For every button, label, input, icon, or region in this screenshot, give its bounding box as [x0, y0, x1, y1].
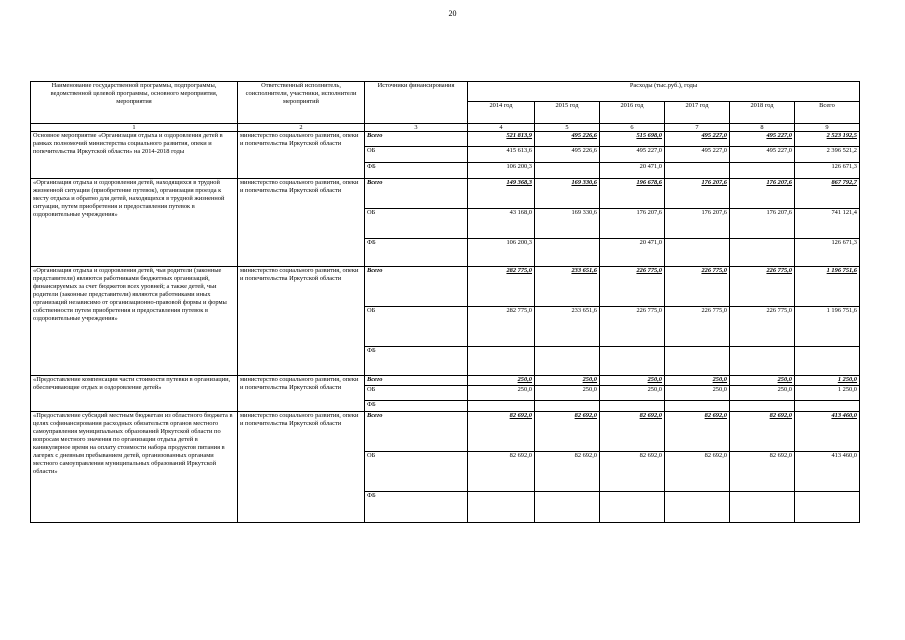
- executor: министерство социального развития, опеки и попечительства Иркутской области: [238, 376, 365, 412]
- amount-cell: 250,0: [535, 376, 600, 386]
- amount-cell: [730, 401, 795, 412]
- amount-cell: 495 227,0: [730, 147, 795, 163]
- amount-cell: 1 196 751,6: [795, 267, 860, 307]
- column-number: 1: [31, 124, 238, 132]
- amount-cell: [730, 163, 795, 179]
- amount-cell: 515 698,0: [600, 132, 665, 147]
- funding-source: ОБ: [365, 147, 468, 163]
- funding-source: ОБ: [365, 386, 468, 401]
- amount-cell: 1 196 751,6: [795, 307, 860, 347]
- column-number: 9: [795, 124, 860, 132]
- amount-cell: [600, 347, 665, 376]
- amount-cell: 282 775,0: [468, 307, 535, 347]
- amount-cell: 126 671,3: [795, 239, 860, 267]
- amount-cell: 20 471,0: [600, 163, 665, 179]
- amount-cell: [468, 492, 535, 523]
- amount-cell: [600, 492, 665, 523]
- column-number: 3: [365, 124, 468, 132]
- amount-cell: 82 692,0: [468, 412, 535, 452]
- funding-source: ФБ: [365, 347, 468, 376]
- header-source: Источники финансирования: [365, 82, 468, 124]
- column-number: 6: [600, 124, 665, 132]
- amount-cell: [665, 492, 730, 523]
- funding-source: ОБ: [365, 452, 468, 492]
- amount-cell: 233 651,6: [535, 267, 600, 307]
- amount-cell: 196 678,6: [600, 179, 665, 209]
- header-year: 2017 год: [665, 102, 730, 124]
- amount-cell: 169 330,6: [535, 209, 600, 239]
- table-row: [31, 179, 860, 209]
- activity-name: Основное мероприятие «Организация отдыха и оздоровления детей в рамках полномочий министерства социального развития, опеки и попечительства Иркутской области» на 2014-2018 годы: [31, 132, 238, 179]
- table-row: [31, 132, 860, 147]
- executor: министерство социального развития, опеки и попечительства Иркутской области: [238, 267, 365, 376]
- amount-cell: 149 368,3: [468, 179, 535, 209]
- amount-cell: 250,0: [600, 386, 665, 401]
- amount-cell: 1 250,0: [795, 386, 860, 401]
- amount-cell: [535, 492, 600, 523]
- funding-source: ОБ: [365, 209, 468, 239]
- amount-cell: [535, 401, 600, 412]
- amount-cell: 413 460,0: [795, 412, 860, 452]
- header-name: Наименование государственной программы, подпрограммы, ведомственной целевой программы, основного мероприятия, мероприятия: [31, 82, 238, 124]
- amount-cell: 495 227,0: [730, 132, 795, 147]
- amount-cell: 176 207,6: [730, 209, 795, 239]
- amount-cell: [795, 401, 860, 412]
- amount-cell: [730, 347, 795, 376]
- header-expenses: Расходы (тыс.руб.), годы: [468, 82, 860, 102]
- header-year: 2014 год: [468, 102, 535, 124]
- amount-cell: 226 775,0: [730, 307, 795, 347]
- amount-cell: 250,0: [535, 386, 600, 401]
- amount-cell: 495 227,0: [665, 147, 730, 163]
- activity-name: «Предоставление субсидий местным бюджетам из областного бюджета в целях софинансирования расходных обязательств органов местного самоуправления муниципальных образований Иркутской области по вопросам местного значения по организации отдыха детей в каникулярное время на оплату стоимости набора продуктов питания в лагерях с дневным пребыванием детей, организованных органами местного самоуправления муниципальных образований Иркутской области»: [31, 412, 238, 523]
- amount-cell: [730, 492, 795, 523]
- amount-cell: 82 692,0: [730, 452, 795, 492]
- amount-cell: [535, 163, 600, 179]
- amount-cell: 250,0: [665, 376, 730, 386]
- table-row: [31, 267, 860, 307]
- amount-cell: [665, 401, 730, 412]
- amount-cell: [468, 347, 535, 376]
- amount-cell: 867 792,7: [795, 179, 860, 209]
- amount-cell: 226 775,0: [665, 267, 730, 307]
- amount-cell: 250,0: [468, 386, 535, 401]
- amount-cell: 106 200,3: [468, 163, 535, 179]
- executor: министерство социального развития, опеки и попечительства Иркутской области: [238, 132, 365, 179]
- amount-cell: 82 692,0: [730, 412, 795, 452]
- column-number: 7: [665, 124, 730, 132]
- header-year: 2015 год: [535, 102, 600, 124]
- amount-cell: 82 692,0: [600, 412, 665, 452]
- amount-cell: 82 692,0: [535, 412, 600, 452]
- amount-cell: [665, 239, 730, 267]
- amount-cell: 20 471,0: [600, 239, 665, 267]
- amount-cell: [468, 401, 535, 412]
- amount-cell: 1 250,0: [795, 376, 860, 386]
- table-row: [31, 412, 860, 452]
- amount-cell: 495 227,0: [665, 132, 730, 147]
- amount-cell: 169 330,6: [535, 179, 600, 209]
- amount-cell: 82 692,0: [665, 452, 730, 492]
- amount-cell: 415 613,6: [468, 147, 535, 163]
- amount-cell: [665, 347, 730, 376]
- amount-cell: 2 396 521,2: [795, 147, 860, 163]
- amount-cell: 126 671,3: [795, 163, 860, 179]
- amount-cell: [600, 401, 665, 412]
- table-row: [31, 376, 860, 386]
- funding-source: Всего: [365, 267, 468, 307]
- funding-source: Всего: [365, 412, 468, 452]
- activity-name: «Предоставление компенсации части стоимости путевки в организации, обеспечивающие отдых и оздоровление детей»: [31, 376, 238, 412]
- funding-source: ФБ: [365, 401, 468, 412]
- amount-cell: [535, 239, 600, 267]
- amount-cell: [795, 347, 860, 376]
- column-number: 8: [730, 124, 795, 132]
- amount-cell: 106 200,3: [468, 239, 535, 267]
- amount-cell: 741 121,4: [795, 209, 860, 239]
- amount-cell: [535, 347, 600, 376]
- funding-source: ФБ: [365, 163, 468, 179]
- amount-cell: 176 207,6: [665, 209, 730, 239]
- amount-cell: 82 692,0: [535, 452, 600, 492]
- amount-cell: 250,0: [600, 376, 665, 386]
- amount-cell: [665, 163, 730, 179]
- amount-cell: 82 692,0: [600, 452, 665, 492]
- column-number: 4: [468, 124, 535, 132]
- funding-source: ФБ: [365, 239, 468, 267]
- executor: министерство социального развития, опеки и попечительства Иркутской области: [238, 179, 365, 267]
- header-year: 2016 год: [600, 102, 665, 124]
- amount-cell: 495 226,6: [535, 132, 600, 147]
- expenses-table: [30, 81, 860, 523]
- funding-source: ФБ: [365, 492, 468, 523]
- activity-name: «Организация отдыха и оздоровления детей, находящихся в трудной жизненной ситуации (приобретение путевок), организация проезда к месту отдыха и обратно для детей, находящихся в трудной жизненной ситуации, путем приобретения и предоставления путевок в оздоровительные учреждения»: [31, 179, 238, 267]
- amount-cell: 2 523 192,5: [795, 132, 860, 147]
- amount-cell: 250,0: [730, 376, 795, 386]
- amount-cell: 226 775,0: [600, 267, 665, 307]
- amount-cell: 82 692,0: [665, 412, 730, 452]
- amount-cell: 43 168,0: [468, 209, 535, 239]
- amount-cell: [730, 239, 795, 267]
- header-year: Всего: [795, 102, 860, 124]
- amount-cell: 176 207,6: [665, 179, 730, 209]
- amount-cell: 176 207,6: [730, 179, 795, 209]
- amount-cell: 282 775,0: [468, 267, 535, 307]
- funding-source: Всего: [365, 132, 468, 147]
- amount-cell: 176 207,6: [600, 209, 665, 239]
- amount-cell: 413 460,0: [795, 452, 860, 492]
- header-year: 2018 год: [730, 102, 795, 124]
- amount-cell: 495 226,6: [535, 147, 600, 163]
- amount-cell: 250,0: [468, 376, 535, 386]
- funding-source: ОБ: [365, 307, 468, 347]
- amount-cell: [795, 492, 860, 523]
- amount-cell: 233 651,6: [535, 307, 600, 347]
- activity-name: «Организация отдыха и оздоровления детей, чьи родители (законные представители) являются работниками бюджетных организаций, финансируемых за счет бюджетов всех уровней; а также детей, чьи родители (законные представители) являются работниками иных организаций независимо от организационно-правовой формы и формы собственности путем приобретения и предоставления путевок в оздоровительные учреждения»: [31, 267, 238, 376]
- funding-source: Всего: [365, 179, 468, 209]
- amount-cell: 250,0: [730, 386, 795, 401]
- funding-source: Всего: [365, 376, 468, 386]
- amount-cell: 82 692,0: [468, 452, 535, 492]
- column-number: 2: [238, 124, 365, 132]
- amount-cell: 521 813,9: [468, 132, 535, 147]
- amount-cell: 495 227,0: [600, 147, 665, 163]
- amount-cell: 226 775,0: [730, 267, 795, 307]
- column-number: 5: [535, 124, 600, 132]
- page-number: 20: [448, 9, 457, 18]
- amount-cell: 250,0: [665, 386, 730, 401]
- header-executor: Ответственный исполнитель, соисполнители, участники, исполнители мероприятий: [238, 82, 365, 124]
- amount-cell: 226 775,0: [600, 307, 665, 347]
- amount-cell: 226 775,0: [665, 307, 730, 347]
- executor: министерство социального развития, опеки и попечительства Иркутской области: [238, 412, 365, 523]
